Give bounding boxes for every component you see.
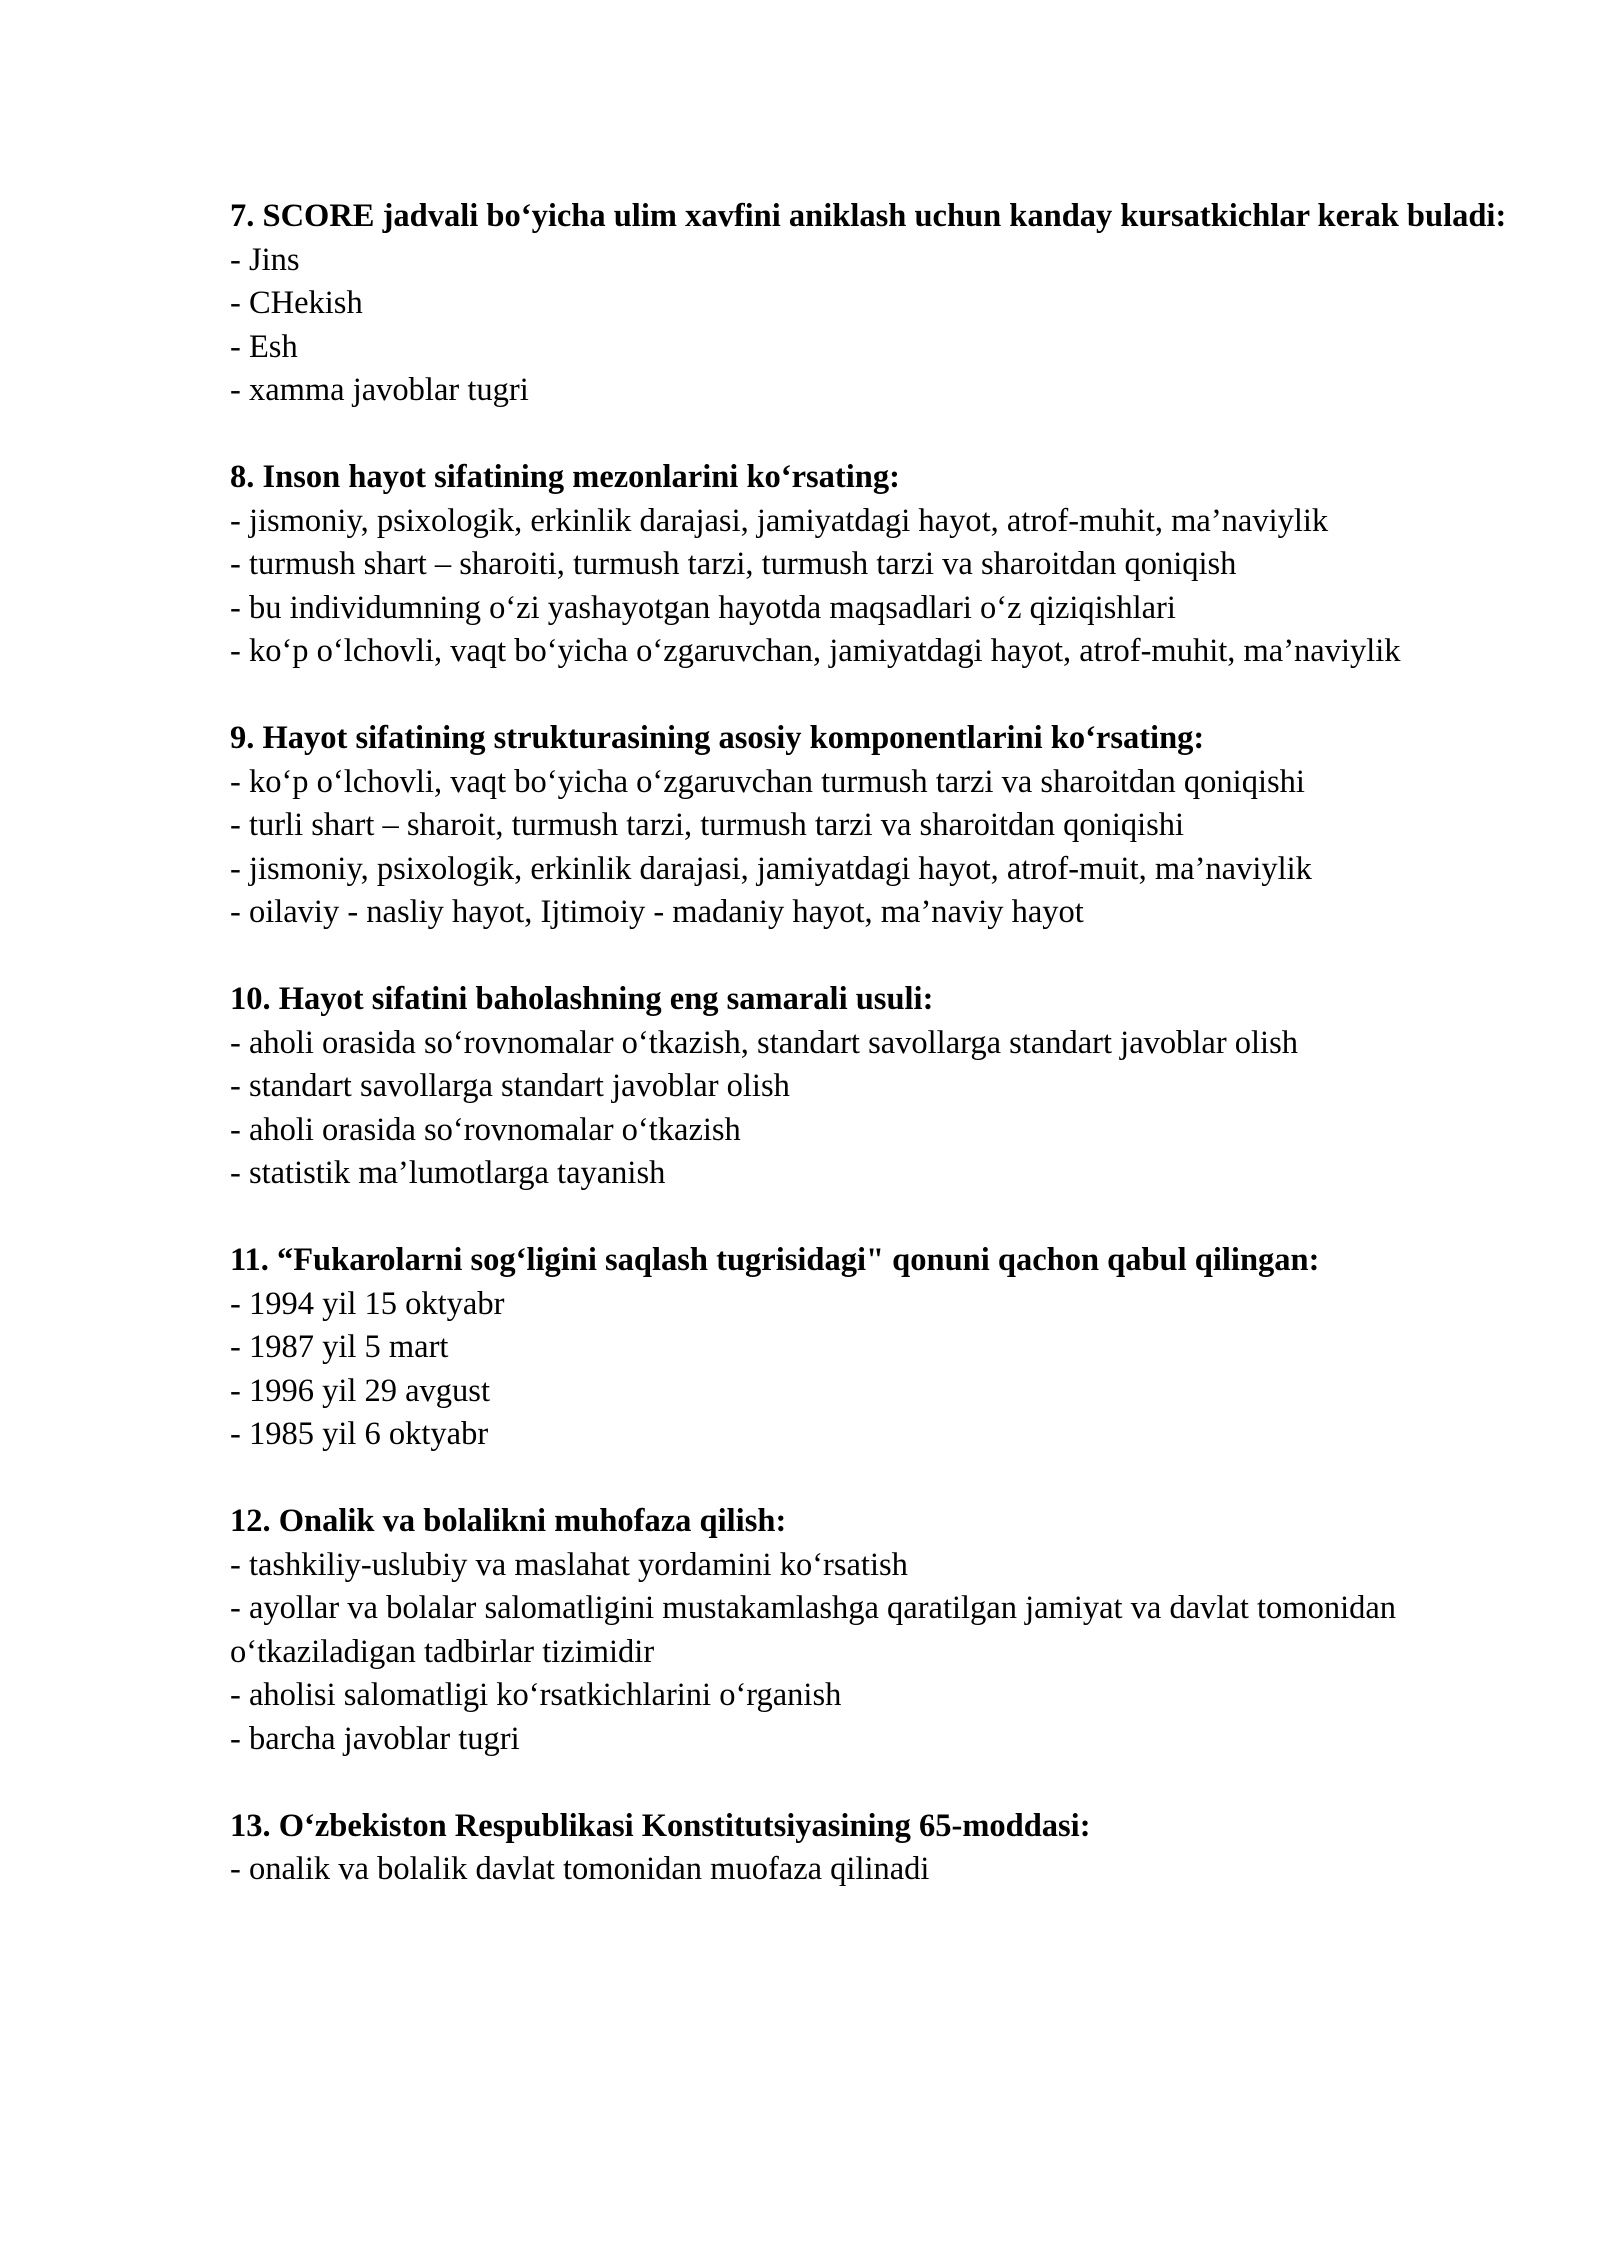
question-9 — [230, 717, 1530, 935]
question-7 — [230, 195, 1530, 413]
question-title: 12. Onalik va bolalikni muhofaza qilish: — [230, 1503, 787, 1539]
question-title: 7. SCORE jadvali bo‘yicha ulim xavfini aniklash uchun kanday kursatkichlar kerak buladi: — [230, 198, 1507, 234]
answer-option: - ko‘p o‘lchovli, vaqt bo‘yicha o‘zgaruvchan, jamiyatdagi hayot, atrof-muhit, ma’naviylik — [230, 633, 1401, 669]
answer-option: - aholi orasida so‘rovnomalar o‘tkazish, standart savollarga standart javoblar olish — [230, 1024, 1298, 1061]
question-8 — [230, 456, 1530, 674]
answer-option: - Esh — [230, 328, 298, 365]
answer-option: - barcha javoblar tugri — [230, 1720, 520, 1757]
question-13 — [230, 1805, 1530, 1892]
answer-option: - ayollar va bolalar salomatligini mustakamlashga qaratilgan jamiyat va davlat tomonidan o‘tkaziladigan tadbirlar tizimidir — [230, 1590, 1397, 1670]
answer-option: - tashkiliy-uslubiy va maslahat yordamini ko‘rsatish — [230, 1546, 908, 1583]
answer-option: - 1996 yil 29 avgust — [230, 1372, 490, 1409]
answer-option: - 1987 yil 5 mart — [230, 1329, 449, 1365]
question-title: 13. O‘zbekiston Respublikasi Konstitutsiyasining 65-moddasi: — [230, 1807, 1091, 1844]
answer-option: - 1994 yil 15 oktyabr — [230, 1285, 505, 1322]
answer-option: - onalik va bolalik davlat tomonidan muofaza qilinadi — [230, 1851, 930, 1887]
answer-option: - CHekish — [230, 285, 363, 321]
question-title: 8. Inson hayot sifatining mezonlarini ko‘rsating: — [230, 459, 900, 495]
answer-option: - bu individumning o‘zi yashayotgan hayotda maqsadlari o‘z qiziqishlari — [230, 589, 1176, 626]
answer-option: - statistik ma’lumotlarga tayanish — [230, 1155, 666, 1191]
answer-option: - ko‘p o‘lchovli, vaqt bo‘yicha o‘zgaruvchan turmush tarzi va sharoitdan qoniqishi — [230, 763, 1305, 800]
answer-option: - oilaviy - nasliy hayot, Ijtimoiy - madaniy hayot, ma’naviy hayot — [230, 894, 1084, 930]
answer-option: - xamma javoblar tugri — [230, 372, 529, 408]
question-title: 10. Hayot sifatini baholashning eng samarali usuli: — [230, 981, 934, 1017]
answer-option: - turmush shart – sharoiti, turmush tarzi, turmush tarzi va sharoitdan qoniqish — [230, 546, 1237, 582]
question-title: 11. “Fukarolarni sog‘ligini saqlash tugrisidagi" qonuni qachon qabul qilingan: — [230, 1242, 1320, 1278]
answer-option: - jismoniy, psixologik, erkinlik darajasi, jamiyatdagi hayot, atrof-muit, ma’naviylik — [230, 850, 1312, 887]
document-content — [230, 195, 1530, 1935]
question-title: 9. Hayot sifatining strukturasining asosiy komponentlarini ko‘rsating: — [230, 720, 1205, 756]
question-12 — [230, 1500, 1530, 1761]
answer-option: - Jins — [230, 241, 300, 278]
answer-option: - 1985 yil 6 oktyabr — [230, 1416, 489, 1452]
answer-option: - turli shart – sharoit, turmush tarzi, turmush tarzi va sharoitdan qoniqishi — [230, 807, 1185, 843]
answer-option: - standart savollarga standart javoblar olish — [230, 1068, 790, 1104]
answer-option: - aholi orasida so‘rovnomalar o‘tkazish — [230, 1111, 741, 1148]
question-10 — [230, 978, 1530, 1196]
answer-option: - jismoniy, psixologik, erkinlik darajasi, jamiyatdagi hayot, atrof-muhit, ma’naviylik — [230, 502, 1329, 539]
answer-option: - aholisi salomatligi ko‘rsatkichlarini o‘rganish — [230, 1677, 842, 1713]
question-11 — [230, 1239, 1530, 1457]
